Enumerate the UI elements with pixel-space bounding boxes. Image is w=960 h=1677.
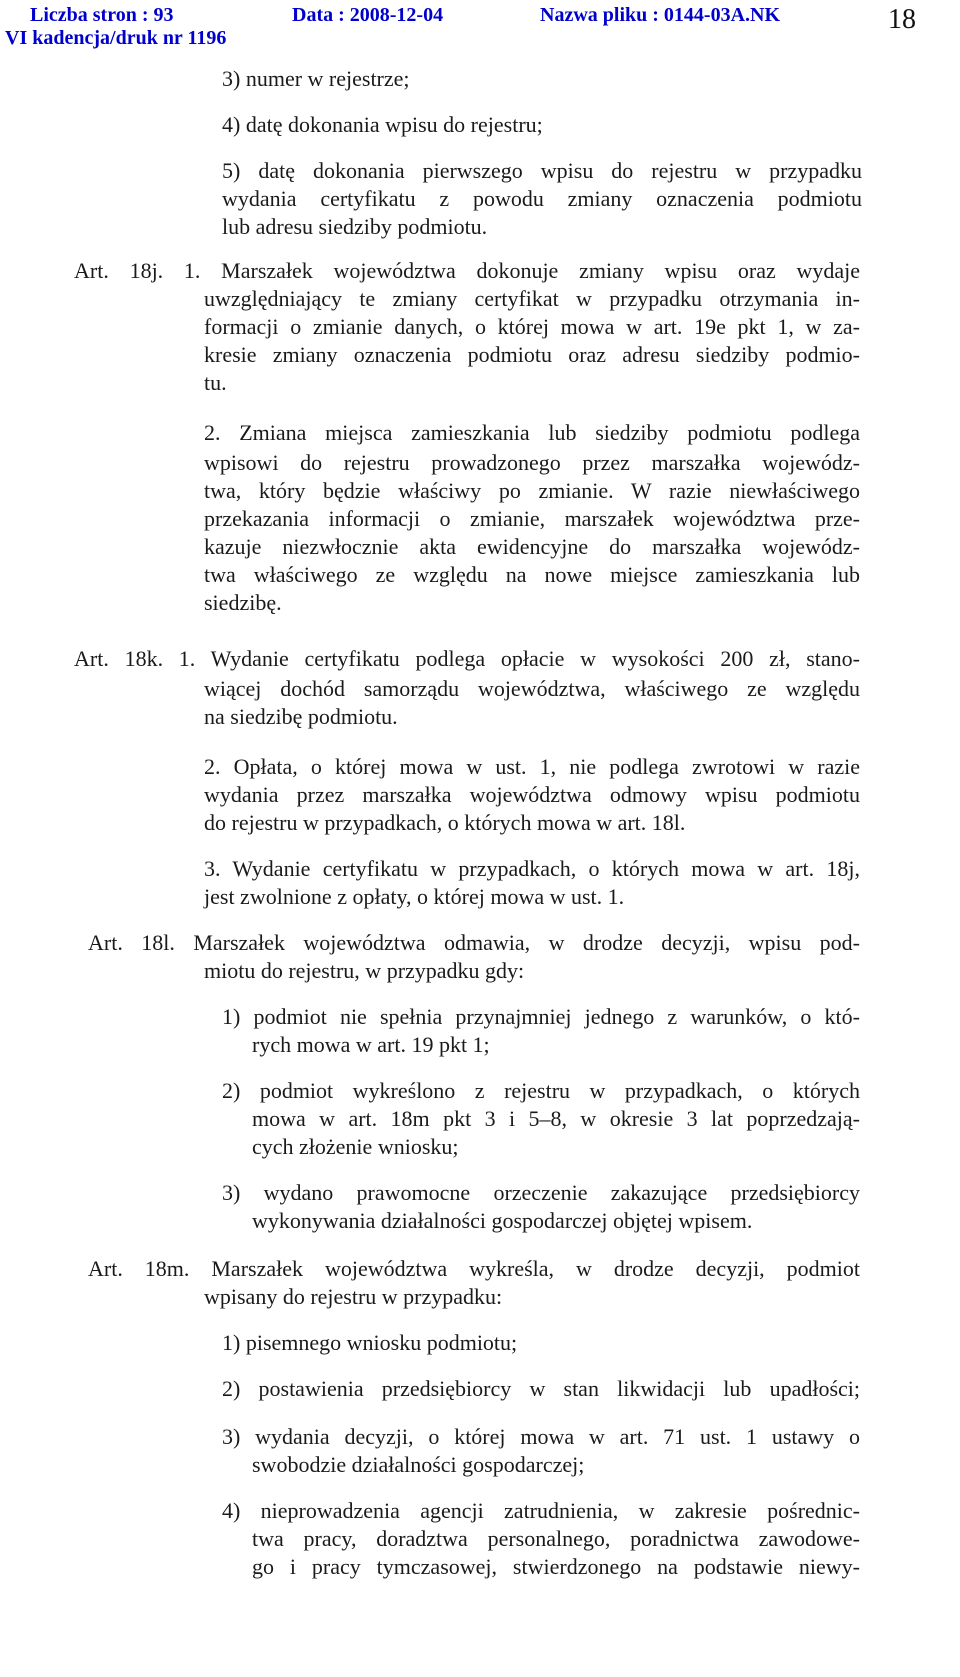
text-line: 1) pisemnego wniosku podmiotu;	[222, 1330, 518, 1355]
text-line: twa pracy, doradztwa personalnego, poradnictwa zawodowe-	[252, 1526, 860, 1551]
text-line: 1) podmiot nie spełnia przynajmniej jednego z warunków, o któ-	[222, 1004, 860, 1029]
text-line: 2) postawienia przedsiębiorcy w stan likwidacji lub upadłości;	[222, 1376, 860, 1401]
text-line: mowa w art. 18m pkt 3 i 5–8, w okresie 3 lat poprzedzają-	[252, 1106, 860, 1131]
document-date: Data : 2008-12-04	[292, 4, 444, 26]
text-line: wiącej dochód samorządu województwa, właściwego ze względu	[204, 676, 860, 701]
text-line: wpisany do rejestru w przypadku:	[204, 1284, 503, 1309]
text-line: twa, który będzie właściwy po zmianie. W razie niewłaściwego	[204, 478, 860, 503]
text-line: twa właściwego ze względu na nowe miejsce zamieszkania lub	[204, 562, 860, 587]
text-line: wydania przez marszałka województwa odmowy wpisu podmiotu	[204, 782, 860, 807]
text-line: cych złożenie wniosku;	[252, 1134, 459, 1159]
text-line: 3) wydania decyzji, o której mowa w art. 71 ust. 1 ustawy o	[222, 1424, 860, 1449]
text-line: Art. 18l. Marszałek województwa odmawia, w drodze decyzji, wpisu pod-	[88, 930, 860, 955]
file-name: Nazwa pliku : 0144-03A.NK	[540, 4, 781, 26]
text-line: go i pracy tymczasowej, stwierdzonego na podstawie niewy-	[252, 1554, 860, 1579]
text-line: 2. Opłata, o której mowa w ust. 1, nie podlega zwrotowi w razie	[204, 754, 860, 779]
text-line: 3) wydano prawomocne orzeczenie zakazujące przedsiębiorcy	[222, 1180, 860, 1205]
page-number: 18	[888, 4, 916, 35]
text-line: kazuje niezwłocznie akta ewidencyjne do marszałka wojewódz-	[204, 534, 860, 559]
text-line: 4) datę dokonania wpisu do rejestru;	[222, 112, 543, 137]
text-line: swobodzie działalności gospodarczej;	[252, 1452, 585, 1477]
text-line: wykonywania działalności gospodarczej objętej wpisem.	[252, 1208, 753, 1233]
text-line: 4) nieprowadzenia agencji zatrudnienia, w zakresie pośrednic-	[222, 1498, 860, 1523]
text-line: Art. 18j. 1. Marszałek województwa dokonuje zmiany wpisu oraz wydaje	[74, 258, 860, 283]
text-line: rych mowa w art. 19 pkt 1;	[252, 1032, 490, 1057]
text-line: przekazania informacji o zmianie, marszałek województwa prze-	[204, 506, 860, 531]
text-line: formacji o zmianie danych, o której mowa w art. 19e pkt 1, w za-	[204, 314, 860, 339]
text-line: Art. 18k. 1. Wydanie certyfikatu podlega opłacie w wysokości 200 zł, stano-	[74, 646, 860, 671]
edition-label: VI kadencja/druk nr 1196	[5, 27, 227, 49]
text-line: jest zwolnione z opłaty, o której mowa w ust. 1.	[204, 884, 625, 909]
text-line: wydania certyfikatu z powodu zmiany oznaczenia podmiotu	[222, 186, 862, 211]
text-line: lub adresu siedziby podmiotu.	[222, 214, 488, 239]
text-line: kresie zmiany oznaczenia podmiotu oraz adresu siedziby podmio-	[204, 342, 860, 367]
text-line: uwzględniający te zmiany certyfikat w przypadku otrzymania in-	[204, 286, 860, 311]
text-line: 5) datę dokonania pierwszego wpisu do rejestru w przypadku	[222, 158, 862, 183]
text-line: tu.	[204, 370, 227, 395]
page-header	[0, 0, 960, 52]
text-line: 2. Zmiana miejsca zamieszkania lub siedziby podmiotu podlega	[204, 420, 860, 445]
text-line: miotu do rejestru, w przypadku gdy:	[204, 958, 525, 983]
text-line: na siedzibę podmiotu.	[204, 704, 398, 729]
text-line: Art. 18m. Marszałek województwa wykreśla, w drodze decyzji, podmiot	[88, 1256, 860, 1281]
text-line: 3) numer w rejestrze;	[222, 66, 410, 91]
text-line: 2) podmiot wykreślono z rejestru w przypadkach, o których	[222, 1078, 860, 1103]
page-count: Liczba stron : 93	[30, 4, 174, 26]
text-line: do rejestru w przypadkach, o których mowa w art. 18l.	[204, 810, 686, 835]
text-line: 3. Wydanie certyfikatu w przypadkach, o których mowa w art. 18j,	[204, 856, 860, 881]
text-line: wpisowi do rejestru prowadzonego przez marszałka wojewódz-	[204, 450, 860, 475]
text-line: siedzibę.	[204, 590, 282, 615]
